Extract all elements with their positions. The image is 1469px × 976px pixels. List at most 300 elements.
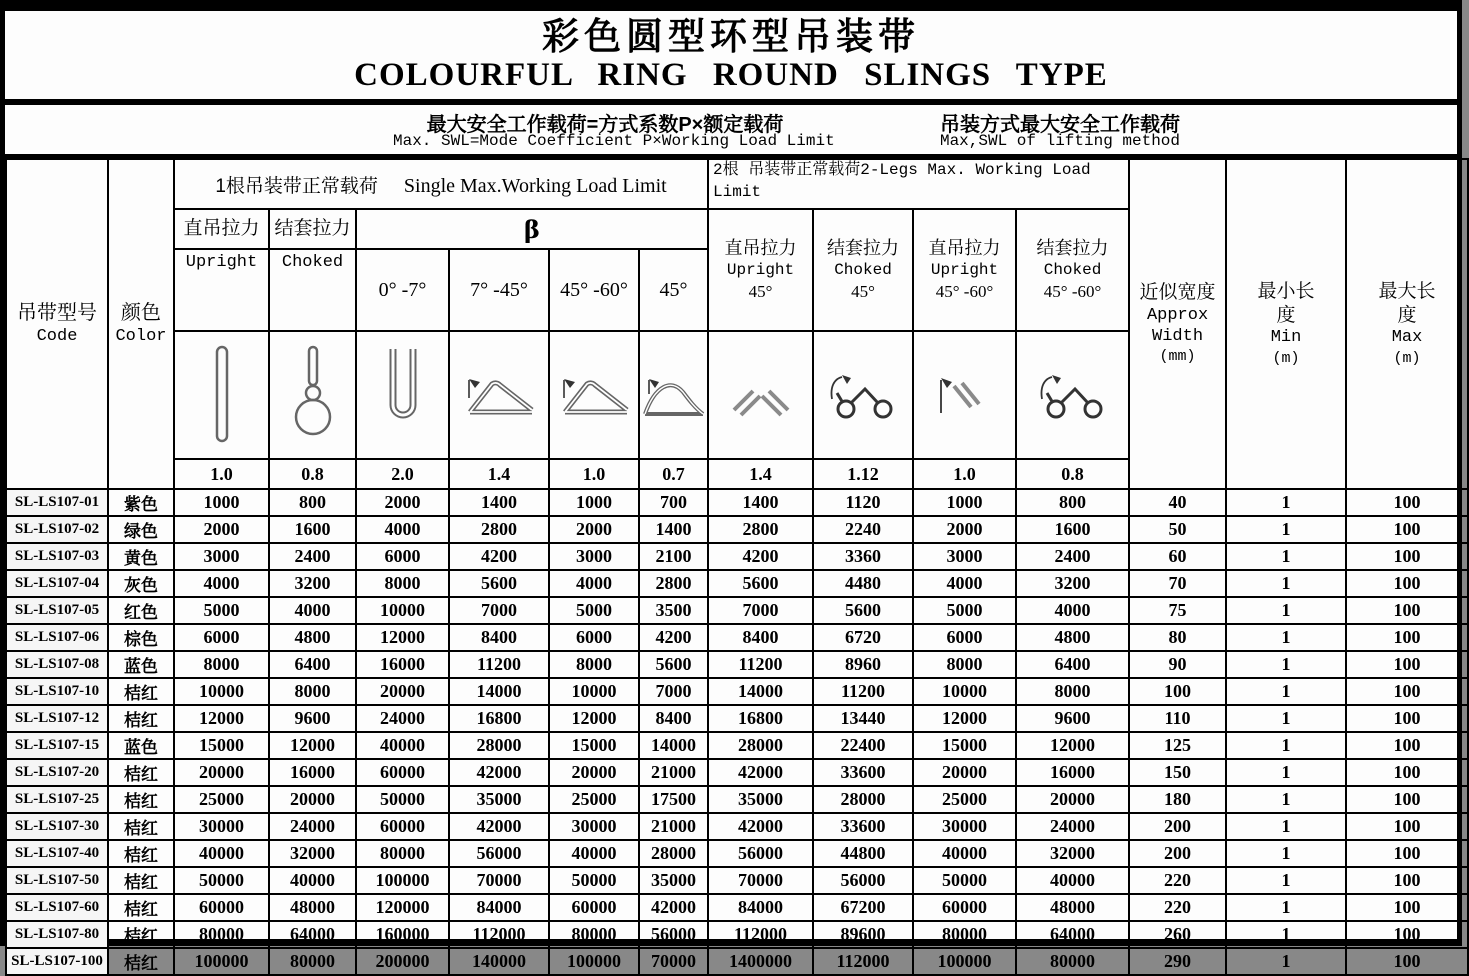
value-cell: 100000 xyxy=(356,867,449,894)
value-cell: 42000 xyxy=(708,813,813,840)
value-cell: 21000 xyxy=(639,813,708,840)
slings-spec-table xyxy=(5,158,1469,976)
value-cell: 33600 xyxy=(813,759,913,786)
value-cell: 16800 xyxy=(449,705,549,732)
value-cell: 60000 xyxy=(356,813,449,840)
code-cell: SL-LS107-08 xyxy=(6,651,108,678)
icon-cell xyxy=(174,331,269,459)
icon-cell xyxy=(708,331,813,459)
value-cell: 1000 xyxy=(174,489,269,516)
angle-0-7-header: 0° -7° xyxy=(356,249,449,331)
max-header-cn2: 度 xyxy=(1397,304,1417,326)
value-cell: 10000 xyxy=(356,597,449,624)
min-length-cell: 1 xyxy=(1226,570,1346,597)
max-length-cell: 100 xyxy=(1346,651,1468,678)
value-cell: 48000 xyxy=(1016,894,1129,921)
color-cell: 桔红 xyxy=(108,786,174,813)
value-cell: 42000 xyxy=(639,894,708,921)
value-cell: 56000 xyxy=(449,840,549,867)
value-cell: 67200 xyxy=(813,894,913,921)
min-length-cell: 1 xyxy=(1226,705,1346,732)
min-length-cell: 1 xyxy=(1226,894,1346,921)
value-cell: 8000 xyxy=(356,570,449,597)
value-cell: 3500 xyxy=(639,597,708,624)
value-cell: 30000 xyxy=(913,813,1016,840)
icon-cell xyxy=(356,331,449,459)
value-cell: 2000 xyxy=(356,489,449,516)
value-cell: 100000 xyxy=(549,948,639,975)
col-header-min-length xyxy=(1226,159,1346,489)
value-cell: 30000 xyxy=(174,813,269,840)
value-cell: 40000 xyxy=(174,840,269,867)
value-cell: 8960 xyxy=(813,651,913,678)
value-cell: 84000 xyxy=(449,894,549,921)
value-cell: 5600 xyxy=(639,651,708,678)
value-cell: 44800 xyxy=(813,840,913,867)
color-cell: 蓝色 xyxy=(108,651,174,678)
value-cell: 2240 xyxy=(813,516,913,543)
value-cell: 25000 xyxy=(549,786,639,813)
width-cell: 290 xyxy=(1129,948,1226,975)
value-cell: 3000 xyxy=(549,543,639,570)
col-header-max-length xyxy=(1346,159,1468,489)
value-cell: 42000 xyxy=(449,813,549,840)
width-cell: 110 xyxy=(1129,705,1226,732)
value-cell: 12000 xyxy=(549,705,639,732)
min-length-cell: 1 xyxy=(1226,813,1346,840)
two-leg-title-line1: 2根 吊装带正常载荷2-Legs Max. Working Load xyxy=(713,161,1091,179)
vertical-sling-icon xyxy=(205,343,239,447)
max-length-cell: 100 xyxy=(1346,813,1468,840)
value-cell: 1400 xyxy=(639,516,708,543)
value-cell: 11200 xyxy=(449,651,549,678)
max-length-cell: 100 xyxy=(1346,705,1468,732)
value-cell: 35000 xyxy=(639,867,708,894)
value-cell: 1600 xyxy=(1016,516,1129,543)
value-cell: 8000 xyxy=(549,651,639,678)
value-cell: 8000 xyxy=(1016,678,1129,705)
value-cell: 4200 xyxy=(449,543,549,570)
min-length-cell: 1 xyxy=(1226,840,1346,867)
max-length-cell: 100 xyxy=(1346,948,1468,975)
value-cell: 40000 xyxy=(356,732,449,759)
table-row xyxy=(6,516,1468,543)
max-length-cell: 100 xyxy=(1346,732,1468,759)
col-header-color xyxy=(108,159,174,489)
value-cell: 700 xyxy=(639,489,708,516)
value-cell: 84000 xyxy=(708,894,813,921)
value-cell: 42000 xyxy=(708,759,813,786)
single-leg-group-header xyxy=(174,159,708,209)
value-cell: 64000 xyxy=(269,921,356,948)
value-cell: 60000 xyxy=(549,894,639,921)
value-cell: 24000 xyxy=(356,705,449,732)
value-cell: 6400 xyxy=(269,651,356,678)
value-cell: 6000 xyxy=(913,624,1016,651)
value-cell: 56000 xyxy=(813,867,913,894)
icon-cell xyxy=(549,331,639,459)
value-cell: 4000 xyxy=(174,570,269,597)
coefficient-cell: 2.0 xyxy=(356,459,449,489)
max-length-cell: 100 xyxy=(1346,894,1468,921)
code-cell: SL-LS107-03 xyxy=(6,543,108,570)
value-cell: 12000 xyxy=(356,624,449,651)
value-cell: 20000 xyxy=(1016,786,1129,813)
value-cell: 5000 xyxy=(913,597,1016,624)
label: 45° -60° xyxy=(1043,282,1102,302)
value-cell: 2400 xyxy=(269,543,356,570)
width-header-en2: Width xyxy=(1152,327,1204,347)
code-cell: SL-LS107-10 xyxy=(6,678,108,705)
code-cell: SL-LS107-15 xyxy=(6,732,108,759)
value-cell: 60000 xyxy=(356,759,449,786)
icon-cell xyxy=(639,331,708,459)
width-header-en1: Approx xyxy=(1146,305,1209,325)
single-leg-title-cn: 1根吊装带正常载荷 xyxy=(215,175,378,197)
label: 结套拉力 xyxy=(827,237,900,258)
value-cell: 56000 xyxy=(639,921,708,948)
table-row xyxy=(6,651,1468,678)
max-length-cell: 100 xyxy=(1346,759,1468,786)
max-length-cell: 100 xyxy=(1346,516,1468,543)
title-band xyxy=(5,11,1457,105)
value-cell: 4200 xyxy=(639,624,708,651)
value-cell: 60000 xyxy=(913,894,1016,921)
min-header-unit: (m) xyxy=(1272,349,1300,367)
value-cell: 14000 xyxy=(449,678,549,705)
max-length-cell: 100 xyxy=(1346,867,1468,894)
max-length-cell: 100 xyxy=(1346,786,1468,813)
angle-7-45-header: 7° -45° xyxy=(449,249,549,331)
width-cell: 60 xyxy=(1129,543,1226,570)
single-leg-title-en: Single Max.Working Load Limit xyxy=(403,174,667,197)
value-cell: 16800 xyxy=(708,705,813,732)
width-cell: 80 xyxy=(1129,624,1226,651)
value-cell: 15000 xyxy=(174,732,269,759)
table-row xyxy=(6,894,1468,921)
code-cell: SL-LS107-01 xyxy=(6,489,108,516)
max-length-cell: 100 xyxy=(1346,570,1468,597)
value-cell: 4800 xyxy=(269,624,356,651)
color-cell: 灰色 xyxy=(108,570,174,597)
width-cell: 200 xyxy=(1129,840,1226,867)
two-legs-choked-icon xyxy=(817,367,909,423)
min-length-cell: 1 xyxy=(1226,732,1346,759)
coefficient-cell: 1.0 xyxy=(174,459,269,489)
col-header-approx-width xyxy=(1129,159,1226,489)
table-row xyxy=(6,759,1468,786)
max-length-cell: 100 xyxy=(1346,624,1468,651)
max-header-cn1: 最大长 xyxy=(1378,280,1436,302)
color-cell: 桔红 xyxy=(108,867,174,894)
basket-angle-7-45-icon xyxy=(456,366,542,424)
min-header-cn1: 最小长 xyxy=(1257,280,1315,302)
label: Choked xyxy=(1043,261,1102,280)
value-cell: 21000 xyxy=(639,759,708,786)
value-cell: 32000 xyxy=(1016,840,1129,867)
table-row xyxy=(6,624,1468,651)
value-cell: 1000 xyxy=(549,489,639,516)
table-row xyxy=(6,786,1468,813)
two-leg-upright-45-header xyxy=(708,209,813,331)
value-cell: 5600 xyxy=(449,570,549,597)
value-cell: 56000 xyxy=(708,840,813,867)
two-leg-group-header xyxy=(708,159,1129,209)
max-length-cell: 100 xyxy=(1346,543,1468,570)
coefficient-cell: 1.4 xyxy=(708,459,813,489)
value-cell: 2400 xyxy=(1016,543,1129,570)
table-header xyxy=(6,159,1468,489)
table-row xyxy=(6,840,1468,867)
min-length-cell: 1 xyxy=(1226,867,1346,894)
label: Upright xyxy=(726,261,795,280)
value-cell: 40000 xyxy=(549,840,639,867)
width-cell: 70 xyxy=(1129,570,1226,597)
width-cell: 200 xyxy=(1129,813,1226,840)
value-cell: 12000 xyxy=(913,705,1016,732)
value-cell: 9600 xyxy=(269,705,356,732)
min-length-cell: 1 xyxy=(1226,948,1346,975)
upright-header-cn: 直吊拉力 xyxy=(174,209,269,249)
value-cell: 3000 xyxy=(174,543,269,570)
coefficient-cell: 1.0 xyxy=(913,459,1016,489)
value-cell: 5000 xyxy=(549,597,639,624)
value-cell: 8400 xyxy=(449,624,549,651)
value-cell: 120000 xyxy=(356,894,449,921)
value-cell: 2800 xyxy=(708,516,813,543)
width-cell: 220 xyxy=(1129,894,1226,921)
code-cell: SL-LS107-80 xyxy=(6,921,108,948)
width-cell: 75 xyxy=(1129,597,1226,624)
width-header-unit: (mm) xyxy=(1159,348,1196,366)
color-cell: 紫色 xyxy=(108,489,174,516)
table-row xyxy=(6,948,1468,975)
color-cell: 蓝色 xyxy=(108,732,174,759)
value-cell: 35000 xyxy=(708,786,813,813)
value-cell: 40000 xyxy=(269,867,356,894)
label: Choked xyxy=(834,261,892,280)
table-row xyxy=(6,543,1468,570)
code-cell: SL-LS107-20 xyxy=(6,759,108,786)
value-cell: 6000 xyxy=(174,624,269,651)
code-cell: SL-LS107-60 xyxy=(6,894,108,921)
code-cell: SL-LS107-50 xyxy=(6,867,108,894)
color-cell: 桔红 xyxy=(108,840,174,867)
value-cell: 100000 xyxy=(174,948,269,975)
label: 45° xyxy=(851,282,875,302)
value-cell: 6000 xyxy=(549,624,639,651)
value-cell: 20000 xyxy=(269,786,356,813)
min-length-cell: 1 xyxy=(1226,678,1346,705)
table-row xyxy=(6,867,1468,894)
table-row xyxy=(6,489,1468,516)
value-cell: 7000 xyxy=(708,597,813,624)
value-cell: 1400000 xyxy=(708,948,813,975)
code-cell: SL-LS107-06 xyxy=(6,624,108,651)
lifting-method-chinese: 吊装方式最大安全工作载荷 xyxy=(940,114,1180,136)
two-legs-icon xyxy=(720,370,802,420)
value-cell: 70000 xyxy=(708,867,813,894)
two-legs-45-60-icon xyxy=(924,367,1006,423)
value-cell: 33600 xyxy=(813,813,913,840)
value-cell: 1600 xyxy=(269,516,356,543)
max-length-cell: 100 xyxy=(1346,489,1468,516)
value-cell: 3000 xyxy=(913,543,1016,570)
min-length-cell: 1 xyxy=(1226,921,1346,948)
value-cell: 4000 xyxy=(356,516,449,543)
label: 直吊拉力 xyxy=(928,237,1001,258)
table-row xyxy=(6,597,1468,624)
value-cell: 12000 xyxy=(1016,732,1129,759)
table-row xyxy=(6,705,1468,732)
basket-45-icon xyxy=(641,366,707,424)
value-cell: 10000 xyxy=(913,678,1016,705)
max-length-cell: 100 xyxy=(1346,840,1468,867)
value-cell: 1120 xyxy=(813,489,913,516)
value-cell: 112000 xyxy=(813,948,913,975)
value-cell: 24000 xyxy=(1016,813,1129,840)
width-cell: 125 xyxy=(1129,732,1226,759)
color-header-en: Color xyxy=(115,327,167,347)
value-cell: 4000 xyxy=(913,570,1016,597)
max-header-en: Max xyxy=(1391,328,1423,348)
min-header-en: Min xyxy=(1270,328,1302,348)
value-cell: 2800 xyxy=(639,570,708,597)
value-cell: 1400 xyxy=(708,489,813,516)
code-cell: SL-LS107-100 xyxy=(6,948,108,975)
value-cell: 11200 xyxy=(708,651,813,678)
value-cell: 8400 xyxy=(708,624,813,651)
max-length-cell: 100 xyxy=(1346,921,1468,948)
value-cell: 112000 xyxy=(449,921,549,948)
table-row xyxy=(6,813,1468,840)
angle-45-60-header: 45° -60° xyxy=(549,249,639,331)
width-cell: 50 xyxy=(1129,516,1226,543)
value-cell: 40000 xyxy=(1016,867,1129,894)
value-cell: 5600 xyxy=(708,570,813,597)
color-cell: 桔红 xyxy=(108,921,174,948)
value-cell: 5600 xyxy=(813,597,913,624)
table-row xyxy=(6,732,1468,759)
value-cell: 20000 xyxy=(356,678,449,705)
color-cell: 桔红 xyxy=(108,759,174,786)
value-cell: 80000 xyxy=(356,840,449,867)
min-length-cell: 1 xyxy=(1226,624,1346,651)
value-cell: 32000 xyxy=(269,840,356,867)
coefficient-cell: 0.8 xyxy=(269,459,356,489)
value-cell: 40000 xyxy=(913,840,1016,867)
value-cell: 28000 xyxy=(708,732,813,759)
value-cell: 60000 xyxy=(174,894,269,921)
min-length-cell: 1 xyxy=(1226,759,1346,786)
color-cell: 桔红 xyxy=(108,705,174,732)
value-cell: 50000 xyxy=(549,867,639,894)
basket-sling-icon xyxy=(375,343,431,447)
choked-sling-icon xyxy=(291,343,335,447)
value-cell: 5000 xyxy=(174,597,269,624)
value-cell: 1000 xyxy=(913,489,1016,516)
value-cell: 2000 xyxy=(174,516,269,543)
coefficient-cell: 1.4 xyxy=(449,459,549,489)
col-header-code xyxy=(6,159,108,489)
width-cell: 150 xyxy=(1129,759,1226,786)
value-cell: 70000 xyxy=(449,867,549,894)
value-cell: 25000 xyxy=(174,786,269,813)
value-cell: 20000 xyxy=(174,759,269,786)
value-cell: 3200 xyxy=(1016,570,1129,597)
value-cell: 42000 xyxy=(449,759,549,786)
value-cell: 14000 xyxy=(708,678,813,705)
value-cell: 12000 xyxy=(269,732,356,759)
coefficient-cell: 0.8 xyxy=(1016,459,1129,489)
code-cell: SL-LS107-05 xyxy=(6,597,108,624)
min-length-cell: 1 xyxy=(1226,516,1346,543)
value-cell: 2000 xyxy=(549,516,639,543)
width-cell: 90 xyxy=(1129,651,1226,678)
icon-cell xyxy=(269,331,356,459)
page-title-english: COLOURFUL RING ROUND SLINGS TYPE xyxy=(354,56,1108,93)
width-cell: 220 xyxy=(1129,867,1226,894)
swl-formula-chinese: 最大安全工作载荷=方式系数P×额定载荷 xyxy=(426,114,784,136)
min-length-cell: 1 xyxy=(1226,786,1346,813)
code-header-en: Code xyxy=(36,327,78,347)
max-length-cell: 100 xyxy=(1346,597,1468,624)
value-cell: 10000 xyxy=(174,678,269,705)
label: 45° xyxy=(748,282,773,302)
value-cell: 800 xyxy=(1016,489,1129,516)
value-cell: 8000 xyxy=(913,651,1016,678)
max-header-unit: (m) xyxy=(1393,349,1421,367)
value-cell: 20000 xyxy=(549,759,639,786)
code-cell: SL-LS107-40 xyxy=(6,840,108,867)
value-cell: 20000 xyxy=(913,759,1016,786)
value-cell: 70000 xyxy=(639,948,708,975)
upright-header-en: Upright xyxy=(174,249,269,331)
value-cell: 50000 xyxy=(356,786,449,813)
value-cell: 89600 xyxy=(813,921,913,948)
value-cell: 6400 xyxy=(1016,651,1129,678)
value-cell: 14000 xyxy=(639,732,708,759)
value-cell: 50000 xyxy=(174,867,269,894)
color-header-cn: 颜色 xyxy=(121,302,161,325)
two-leg-choked-45-60-header xyxy=(1016,209,1129,331)
value-cell: 48000 xyxy=(269,894,356,921)
value-cell: 80000 xyxy=(1016,948,1129,975)
basket-angle-45-60-icon xyxy=(551,366,637,424)
value-cell: 50000 xyxy=(913,867,1016,894)
value-cell: 64000 xyxy=(1016,921,1129,948)
value-cell: 100000 xyxy=(913,948,1016,975)
value-cell: 15000 xyxy=(549,732,639,759)
code-cell: SL-LS107-04 xyxy=(6,570,108,597)
coefficient-cell: 1.12 xyxy=(813,459,913,489)
color-cell: 桔红 xyxy=(108,813,174,840)
page-title-chinese: 彩色圆型环型吊装带 xyxy=(542,16,920,57)
value-cell: 9600 xyxy=(1016,705,1129,732)
value-cell: 8000 xyxy=(174,651,269,678)
value-cell: 4200 xyxy=(708,543,813,570)
beta-header: β xyxy=(356,209,708,249)
value-cell: 2800 xyxy=(449,516,549,543)
value-cell: 1400 xyxy=(449,489,549,516)
icon-cell xyxy=(1016,331,1129,459)
value-cell: 112000 xyxy=(708,921,813,948)
value-cell: 80000 xyxy=(269,948,356,975)
choked-header-en: Choked xyxy=(269,249,356,331)
label: 直吊拉力 xyxy=(724,237,797,258)
color-cell: 桔红 xyxy=(108,894,174,921)
value-cell: 25000 xyxy=(913,786,1016,813)
